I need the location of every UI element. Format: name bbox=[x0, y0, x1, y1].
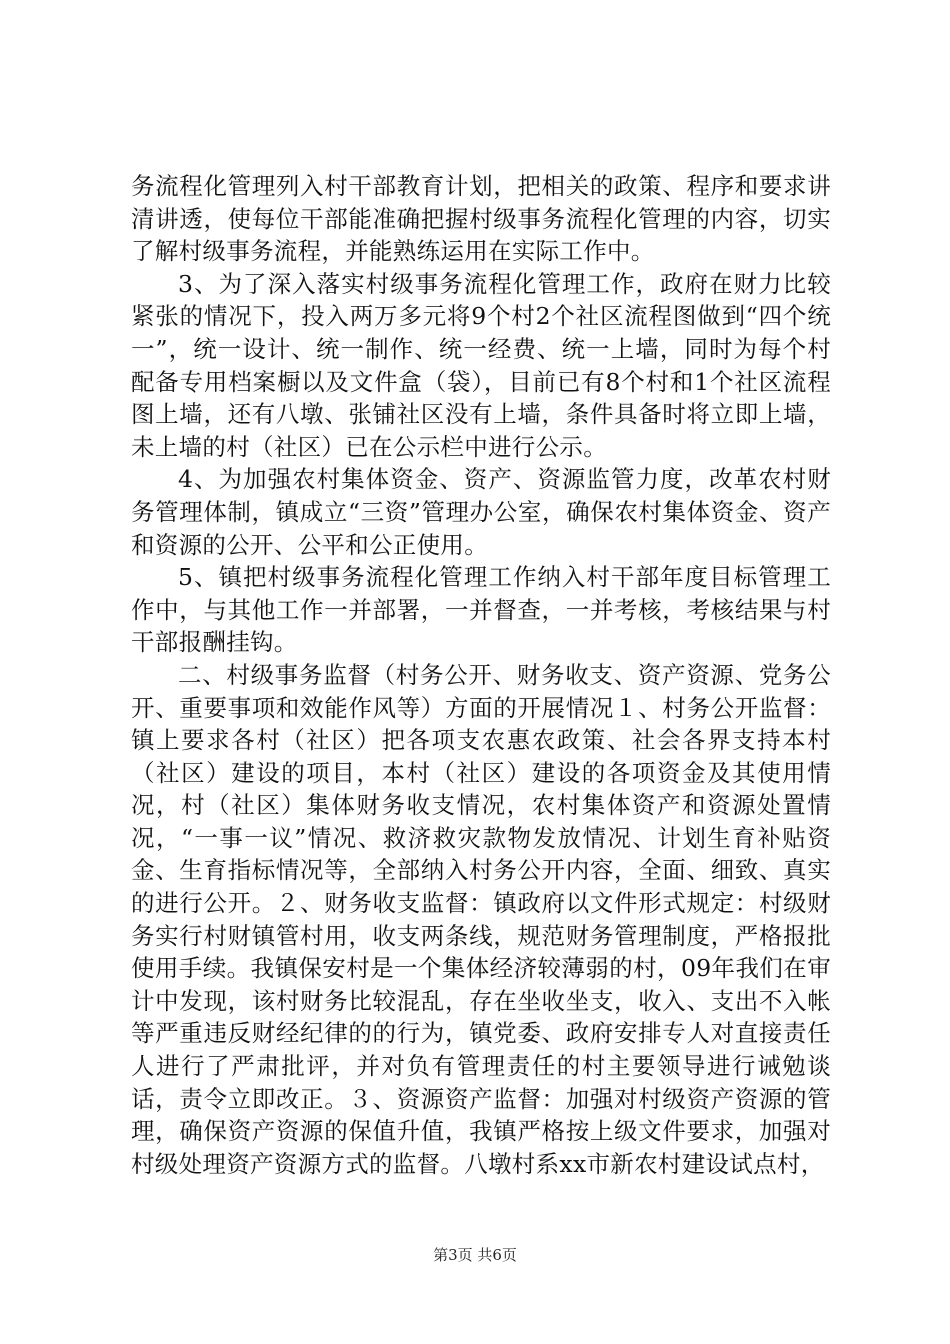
document-body bbox=[131, 170, 831, 1180]
paragraph-section-2: 二、村级事务监督（村务公开、财务收支、资产资源、党务公开、重要事项和效能作风等）方面的开展情况１、村务公开监督：镇上要求各村（社区）把各项支农惠农政策、社会各界支持本村（社区）建设的项目，本村（社区）建设的各项资金及其使用情况，村（社区）集体财务收支情况，农村集体资产和资源处置情况，“一事一议”情况、救济救灾款物发放情况、计划生育补贴资金、生育指标情况等，全部纳入村务公开内容，全面、细致、真实的进行公开。２、财务收支监督：镇政府以文件形式规定：村级财务实行村财镇管村用，收支两条线，规范财务管理制度，严格报批使用手续。我镇保安村是一个集体经济较薄弱的村，09年我们在审计中发现，该村财务比较混乱，存在坐收坐支，收入、支出不入帐等严重违反财经纪律的的行为，镇党委、政府安排专人对直接责任人进行了严肃批评，并对负有管理责任的村主要领导进行诫勉谈话，责令立即改正。３、资源资产监督：加强对村级资产资源的管理，确保资产资源的保值升值，我镇严格按上级文件要求，加强对村级处理资产资源方式的监督。八墩村系xx市新农村建设试点村， bbox=[131, 660, 831, 1178]
paragraph-continuation: 务流程化管理列入村干部教育计划，把相关的政策、程序和要求讲清讲透，使每位干部能准确把握村级事务流程化管理的内容，切实了解村级事务流程，并能熟练运用在实际工作中。 bbox=[131, 172, 831, 266]
paragraph-item-4: 4、为加强农村集体资金、资产、资源监管力度，改革农村财务管理体制，镇成立“三资”管理办公室，确保农村集体资金、资产和资源的公开、公平和公正使用。 bbox=[131, 465, 831, 559]
paragraph-item-3: 3、为了深入落实村级事务流程化管理工作，政府在财力比较紧张的情况下，投入两万多元将9个村2个社区流程图做到“四个统一”，统一设计、统一制作、统一经费、统一上墙，同时为每个村配备专用档案橱以及文件盒（袋），目前已有8个村和1个社区流程图上墙，还有八墩、张铺社区没有上墙，条件具备时将立即上墙，未上墙的村（社区）已在公示栏中进行公示。 bbox=[131, 269, 831, 461]
page-number: 第3页 共6页 bbox=[433, 1246, 517, 1264]
page-footer bbox=[0, 1245, 950, 1265]
paragraph-item-5: 5、镇把村级事务流程化管理工作纳入村干部年度目标管理工作中，与其他工作一并部署，一并督查，一并考核，考核结果与村干部报酬挂钩。 bbox=[131, 563, 831, 657]
